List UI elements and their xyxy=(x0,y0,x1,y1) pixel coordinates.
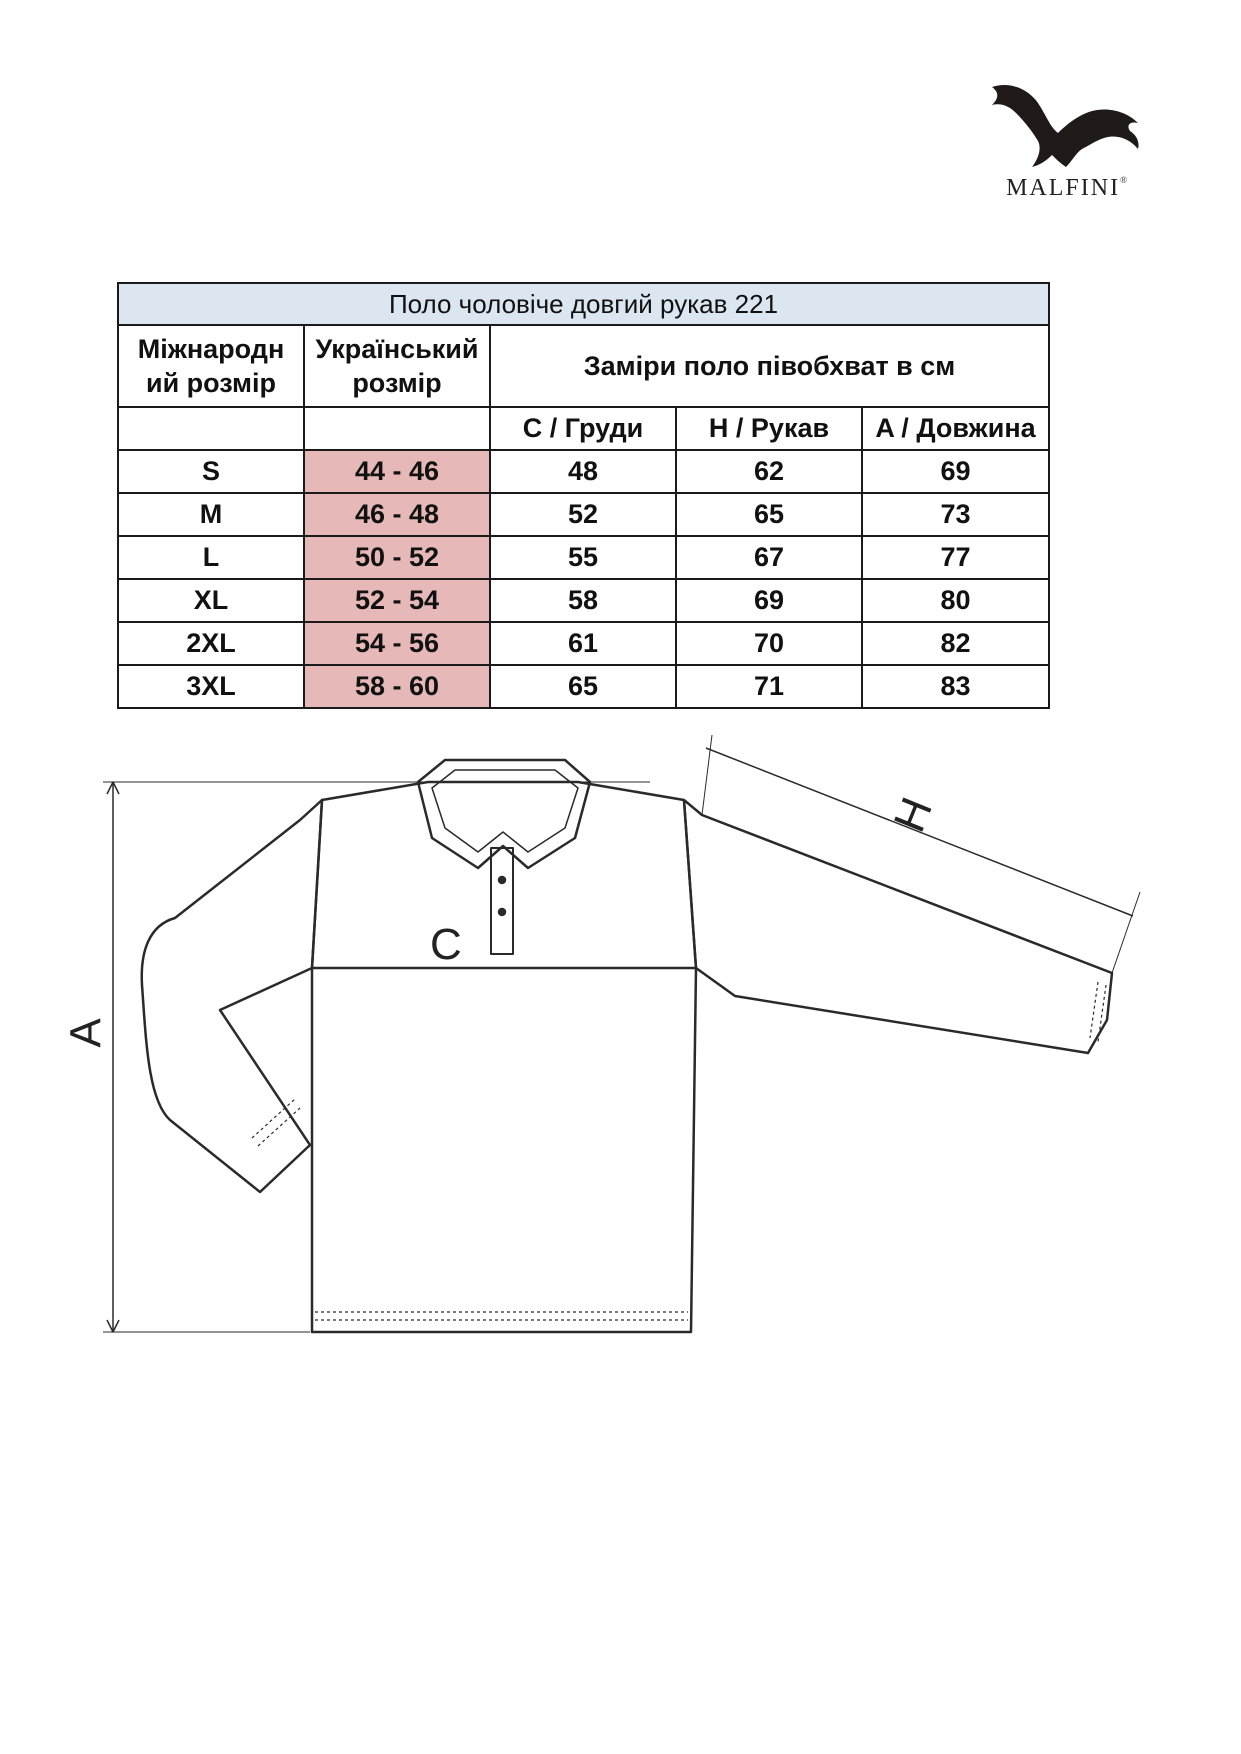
cell-ua: 44 - 46 xyxy=(304,450,490,493)
subheader-chest: C / Груди xyxy=(490,407,676,450)
cell-intl: 2XL xyxy=(118,622,304,665)
label-h: H xyxy=(884,790,943,839)
header-ua-size: Український розмір xyxy=(304,325,490,407)
cell-chest: 58 xyxy=(490,579,676,622)
subheader-empty xyxy=(118,407,304,450)
cell-sleeve: 70 xyxy=(676,622,862,665)
cell-chest: 65 xyxy=(490,665,676,708)
cell-length: 77 xyxy=(862,536,1049,579)
table-row xyxy=(118,665,1049,708)
table-title-row xyxy=(118,283,1049,325)
brand-logo xyxy=(980,75,1155,215)
cell-intl: XL xyxy=(118,579,304,622)
cell-length: 73 xyxy=(862,493,1049,536)
cell-intl: L xyxy=(118,536,304,579)
header-intl-size: Міжнародн ий розмір xyxy=(118,325,304,407)
label-c: C xyxy=(430,920,462,969)
table-row xyxy=(118,536,1049,579)
polo-shirt-drawing xyxy=(0,720,1241,1370)
cell-length: 82 xyxy=(862,622,1049,665)
cell-length: 69 xyxy=(862,450,1049,493)
subheader-sleeve: H / Рукав xyxy=(676,407,862,450)
cell-sleeve: 65 xyxy=(676,493,862,536)
table-subheader-row xyxy=(118,407,1049,450)
table-row xyxy=(118,450,1049,493)
header-measurements: Заміри поло півобхват в см xyxy=(490,325,1049,407)
cell-ua: 46 - 48 xyxy=(304,493,490,536)
cell-ua: 58 - 60 xyxy=(304,665,490,708)
collar xyxy=(418,760,590,868)
cell-intl: 3XL xyxy=(118,665,304,708)
cell-ua: 52 - 54 xyxy=(304,579,490,622)
button xyxy=(499,909,505,915)
polo-diagram xyxy=(0,720,1241,1370)
table-row xyxy=(118,493,1049,536)
cell-intl: S xyxy=(118,450,304,493)
right-sleeve xyxy=(684,800,1112,1053)
table-title: Поло чоловіче довгий рукав 221 xyxy=(118,283,1049,325)
shirt-body xyxy=(312,782,696,1332)
table-header-row xyxy=(118,325,1049,407)
cell-length: 83 xyxy=(862,665,1049,708)
subheader-length: A / Довжина xyxy=(862,407,1049,450)
label-a: A xyxy=(61,1018,111,1048)
cell-sleeve: 71 xyxy=(676,665,862,708)
cell-ua: 54 - 56 xyxy=(304,622,490,665)
table-row xyxy=(118,579,1049,622)
cell-intl: M xyxy=(118,493,304,536)
placket xyxy=(491,848,513,954)
cell-chest: 61 xyxy=(490,622,676,665)
button xyxy=(499,877,505,883)
cell-sleeve: 69 xyxy=(676,579,862,622)
cell-length: 80 xyxy=(862,579,1049,622)
subheader-empty xyxy=(304,407,490,450)
table-row xyxy=(118,622,1049,665)
size-table xyxy=(117,282,1050,709)
cell-ua: 50 - 52 xyxy=(304,536,490,579)
cell-chest: 48 xyxy=(490,450,676,493)
brand-name: MALFINI® xyxy=(1006,175,1129,201)
cell-chest: 55 xyxy=(490,536,676,579)
eagle-icon xyxy=(980,75,1155,175)
cell-sleeve: 62 xyxy=(676,450,862,493)
cell-chest: 52 xyxy=(490,493,676,536)
cell-sleeve: 67 xyxy=(676,536,862,579)
left-sleeve xyxy=(142,800,322,1192)
